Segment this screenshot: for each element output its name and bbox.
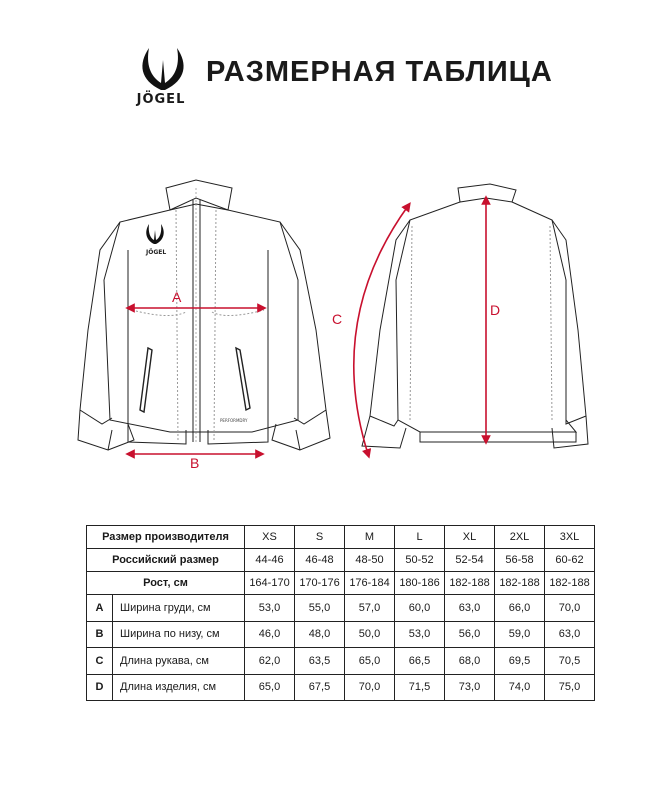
size-table xyxy=(86,525,595,701)
russian-size-cell: 56-58 xyxy=(495,549,545,572)
value-cell: 46,0 xyxy=(245,621,295,648)
value-cell: 55,0 xyxy=(295,595,345,622)
chest-logo-icon xyxy=(146,224,163,244)
measure-letter: A xyxy=(87,595,113,622)
value-cell: 70,0 xyxy=(345,674,395,701)
value-cell: 71,5 xyxy=(395,674,445,701)
russian-size-cell: 52-54 xyxy=(445,549,495,572)
table-row xyxy=(87,595,595,622)
table-row xyxy=(87,526,595,549)
measure-name: Ширина по низу, см xyxy=(113,621,245,648)
table-row xyxy=(87,621,595,648)
value-cell: 65,0 xyxy=(345,648,395,675)
sleeve-length-line xyxy=(354,206,408,454)
value-cell: 70,5 xyxy=(545,648,595,675)
value-cell: 65,0 xyxy=(245,674,295,701)
russian-size-label: Российский размер xyxy=(87,549,245,572)
jacket-diagram xyxy=(0,170,665,480)
size-cell: 3XL xyxy=(545,526,595,549)
label-a: A xyxy=(172,289,182,305)
height-cell: 176-184 xyxy=(345,572,395,595)
russian-size-cell: 50-52 xyxy=(395,549,445,572)
height-cell: 182-188 xyxy=(545,572,595,595)
value-cell: 48,0 xyxy=(295,621,345,648)
measure-letter: B xyxy=(87,621,113,648)
value-cell: 68,0 xyxy=(445,648,495,675)
size-cell: XS xyxy=(245,526,295,549)
table-row xyxy=(87,674,595,701)
hem-tag-text: PERFORMDRY xyxy=(220,418,248,423)
value-cell: 60,0 xyxy=(395,595,445,622)
height-cell: 170-176 xyxy=(295,572,345,595)
size-cell: L xyxy=(395,526,445,549)
table-row xyxy=(87,572,595,595)
value-cell: 53,0 xyxy=(395,621,445,648)
value-cell: 63,0 xyxy=(545,621,595,648)
value-cell: 74,0 xyxy=(495,674,545,701)
value-cell: 67,5 xyxy=(295,674,345,701)
value-cell: 63,5 xyxy=(295,648,345,675)
size-cell: 2XL xyxy=(495,526,545,549)
size-cell: XL xyxy=(445,526,495,549)
height-cell: 182-188 xyxy=(495,572,545,595)
russian-size-cell: 48-50 xyxy=(345,549,395,572)
measure-letter: D xyxy=(87,674,113,701)
russian-size-cell: 60-62 xyxy=(545,549,595,572)
value-cell: 66,5 xyxy=(395,648,445,675)
label-c: C xyxy=(332,311,343,327)
value-cell: 62,0 xyxy=(245,648,295,675)
measure-name: Ширина груди, см xyxy=(113,595,245,622)
page-title: РАЗМЕРНАЯ ТАБЛИЦА xyxy=(206,56,553,88)
value-cell: 57,0 xyxy=(345,595,395,622)
value-cell: 73,0 xyxy=(445,674,495,701)
height-cell: 164-170 xyxy=(245,572,295,595)
chest-logo-text: JÖGEL xyxy=(146,249,167,256)
value-cell: 59,0 xyxy=(495,621,545,648)
label-b: B xyxy=(190,455,200,471)
value-cell: 75,0 xyxy=(545,674,595,701)
measure-name: Длина рукава, см xyxy=(113,648,245,675)
size-cell: M xyxy=(345,526,395,549)
measure-name: Длина изделия, см xyxy=(113,674,245,701)
value-cell: 53,0 xyxy=(245,595,295,622)
jacket-front-view xyxy=(78,180,330,450)
size-cell: S xyxy=(295,526,345,549)
value-cell: 63,0 xyxy=(445,595,495,622)
brand-wordmark: JÖGEL xyxy=(136,92,186,107)
measure-letter: C xyxy=(87,648,113,675)
russian-size-cell: 46-48 xyxy=(295,549,345,572)
value-cell: 56,0 xyxy=(445,621,495,648)
height-cell: 180-186 xyxy=(395,572,445,595)
russian-size-cell: 44-46 xyxy=(245,549,295,572)
table-row xyxy=(87,648,595,675)
label-d: D xyxy=(490,302,501,318)
value-cell: 66,0 xyxy=(495,595,545,622)
table-row xyxy=(87,549,595,572)
manufacturer-size-label: Размер производителя xyxy=(87,526,245,549)
height-cell: 182-188 xyxy=(445,572,495,595)
value-cell: 70,0 xyxy=(545,595,595,622)
height-label: Рост, см xyxy=(87,572,245,595)
value-cell: 50,0 xyxy=(345,621,395,648)
value-cell: 69,5 xyxy=(495,648,545,675)
